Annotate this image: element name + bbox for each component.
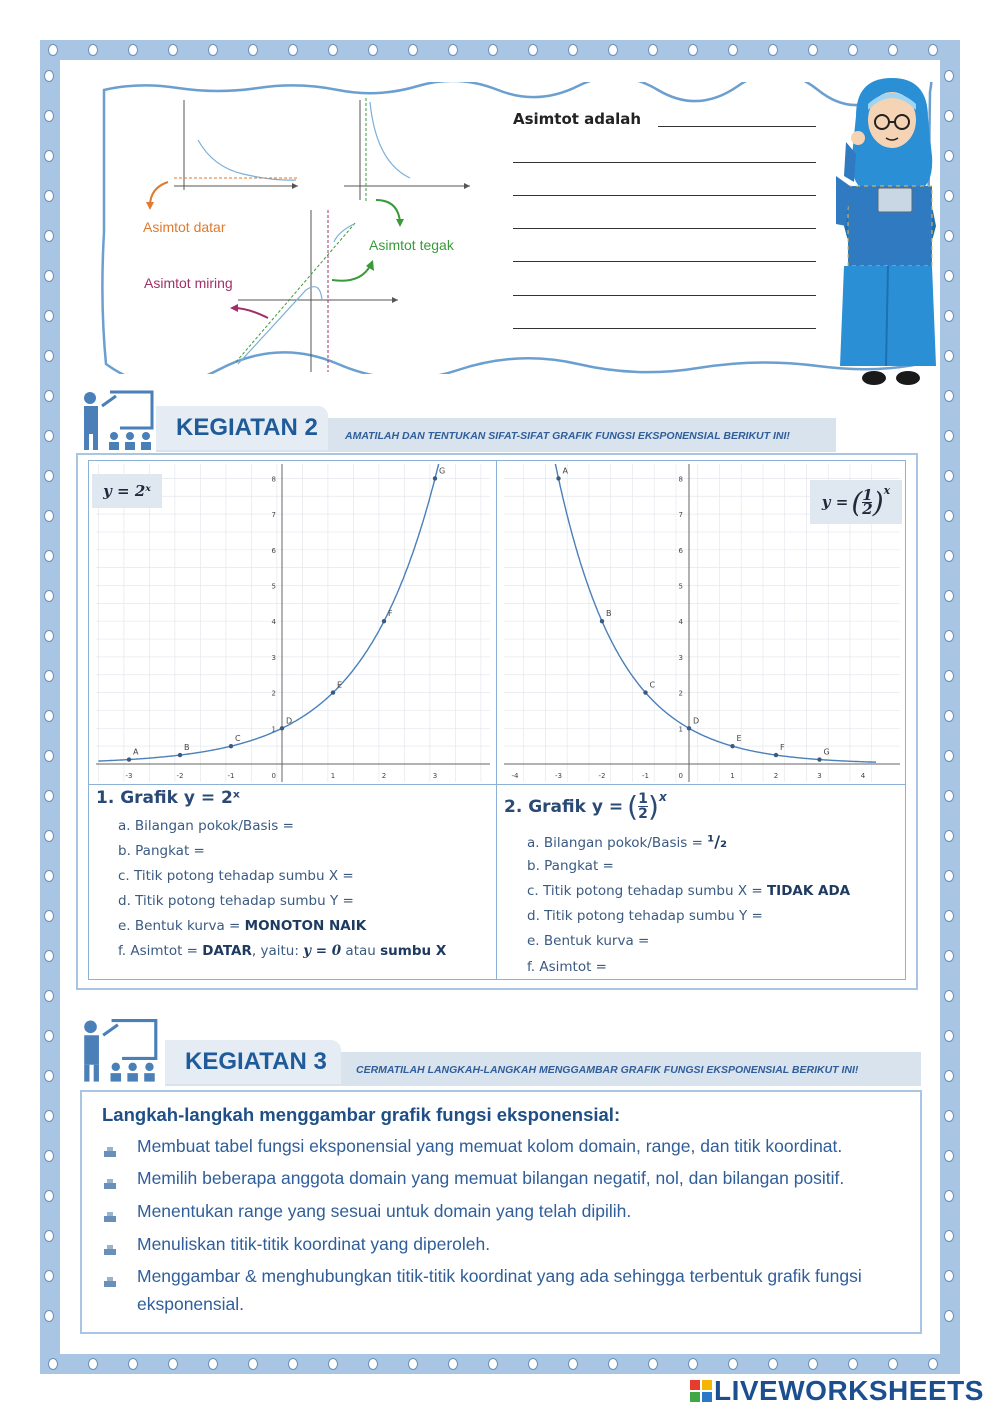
x-tick-label: -2 [598,772,606,780]
list1-item-f-eq: y = 0 [303,943,342,959]
kegiatan2-subtitle: AMATILAH DAN TENTUKAN SIFAT-SIFAT GRAFIK FUNGSI EKSPONENSIAL BERIKUT INI! [345,430,790,442]
curve-point [730,744,734,748]
page-frame-top [40,40,960,60]
list2-title [504,790,667,823]
y-tick-label: 8 [271,475,276,484]
graph2-eq-lhs: y = [821,493,849,511]
frame-dot [44,990,54,1002]
frame-dot [944,630,954,642]
frame-dot [44,470,54,482]
point-label: E [736,734,742,744]
frame-dot [328,44,338,56]
list1-item-f-label: f. Asimtot = [118,943,203,959]
frame-dot [168,1358,178,1370]
point-label: B [606,609,612,619]
frame-dot [44,150,54,162]
step-bullet-shape [104,1179,116,1189]
frame-dot [808,1358,818,1370]
list2-item-c-value: TIDAK ADA [766,883,851,899]
liveworksheets-logo-icon [690,1380,712,1402]
frame-dot [44,1310,54,1322]
frame-dot [944,950,954,962]
frame-dot [728,1358,738,1370]
frame-dot [248,44,258,56]
answer-line-7[interactable] [513,328,816,329]
point-label: C [649,680,656,690]
label-asimtot-tegak: Asimtot tegak [369,237,454,253]
x-tick-label: -1 [227,772,235,780]
frame-dot [944,750,954,762]
curve-point [382,619,386,623]
frame-dot [944,390,954,402]
asimtot-prompt: Asimtot adalah [513,110,642,128]
list2-title-num: 1 [638,791,648,807]
x-tick-label: 3 [432,772,438,780]
x-tick-label: 4 [860,772,866,780]
frame-dot [488,44,498,56]
y-tick-label: 7 [678,511,683,520]
frame-dot [944,230,954,242]
frame-dot [608,1358,618,1370]
curve-point [600,619,604,623]
curve-point [774,753,778,757]
list2-item-c [527,883,850,899]
list1-item-f-mid: , yaitu: [251,943,304,959]
frame-dot [408,1358,418,1370]
frame-dot [208,44,218,56]
frame-dot [448,44,458,56]
step-item: Membuat tabel fungsi eksponensial yang memuat kolom domain, range, dan titik koordinat. [137,1136,843,1156]
frame-dot [44,1230,54,1242]
frame-dot [168,44,178,56]
kegiatan3-heading: Langkah-langkah menggambar grafik fungsi eksponensial: [102,1104,621,1125]
frame-dot [44,630,54,642]
point-label: F [388,609,393,619]
frame-dot [944,150,954,162]
frame-dot [944,1230,954,1242]
curve-point [178,753,182,757]
frame-dot [848,44,858,56]
y-tick-label: 2 [271,689,276,698]
point-label: B [184,743,190,753]
answer-line-3[interactable] [513,195,816,196]
frame-dot [928,44,938,56]
frame-dot [944,70,954,82]
step-bullet-shape [104,1147,116,1157]
frame-dot [44,510,54,522]
frame-dot [688,44,698,56]
origin-label: 0 [271,772,276,780]
y-tick-label: 1 [271,725,276,734]
point-label: G [823,747,830,757]
x-tick-label: 2 [381,772,387,780]
step-bullet-shape [104,1277,116,1287]
frame-dot [44,550,54,562]
origin-label: 0 [678,772,683,780]
curve-point [643,690,647,694]
frame-dot [44,70,54,82]
x-tick-label: -2 [176,772,184,780]
frame-dot [928,1358,938,1370]
point-label: C [235,734,241,744]
frame-dot [944,1070,954,1082]
frame-dot [944,350,954,362]
answer-line-4[interactable] [513,228,816,229]
curve-point [127,757,131,761]
y-tick-label: 4 [271,618,276,627]
frame-dot [44,1070,54,1082]
classroom-teacher-icon-2 [80,1010,160,1090]
frame-dot [408,44,418,56]
frame-dot [328,1358,338,1370]
frame-dot [888,44,898,56]
graph2-eq-exp: x [883,484,891,497]
frame-dot [608,44,618,56]
frame-dot [944,670,954,682]
function-curve [98,464,447,761]
frame-dot [944,1270,954,1282]
frame-dot [768,1358,778,1370]
list2-item-a-value: ¹/₂ [707,832,728,851]
frame-dot [48,44,58,56]
frame-dot [848,1358,858,1370]
list1-item-b: b. Pangkat = [118,843,205,859]
answer-line-2[interactable] [513,162,816,163]
label-asimtot-datar: Asimtot datar [143,219,226,235]
graph1-equation-label: y = 2ˣ [92,474,162,508]
frame-dot [808,44,818,56]
step-item: Menentukan range yang sesuai untuk domain yang telah dipilih. [137,1201,632,1221]
frame-dot [944,110,954,122]
list2-item-e: e. Bentuk kurva = [527,933,650,949]
x-tick-label: 2 [773,772,779,780]
y-tick-label: 1 [678,725,683,734]
frame-dot [944,990,954,1002]
label-asimtot-miring: Asimtot miring [144,275,233,291]
frame-dot [528,44,538,56]
frame-dot [288,1358,298,1370]
list1-item-e-value: MONOTON NAIK [244,918,367,934]
graph2-equation-label [810,480,902,524]
step-bullet-icon [104,1174,116,1184]
point-label: D [286,716,293,726]
y-tick-label: 4 [678,618,683,627]
frame-dot [44,110,54,122]
frame-dot [888,1358,898,1370]
step-item: Menggambar & menghubungkan titik-titik koordinat yang ada sehingga terbentuk grafik fungsi eksponensial. [137,1266,862,1314]
liveworksheets-logo [690,1376,984,1406]
frame-dot [44,1030,54,1042]
curve-point [687,726,691,730]
liveworksheets-brand: LIVEWORKSHEETS [714,1375,984,1406]
list1-item-a: a. Bilangan pokok/Basis = [118,818,294,834]
x-tick-label: -3 [125,772,133,780]
list2-title-lparen: ( [627,790,639,823]
frame-dot [44,1270,54,1282]
list2-item-c-label: c. Titik potong tehadap sumbu X = [527,883,767,899]
frame-dot [944,510,954,522]
graph2-eq-lparen: ( [851,485,863,519]
frame-dot [368,1358,378,1370]
frame-dot [44,310,54,322]
step-bullet-shape [104,1245,116,1255]
graph2-eq-den: 2 [862,499,873,518]
frame-dot [944,190,954,202]
list1-item-e [118,918,366,934]
frame-dot [944,1190,954,1202]
frame-dot [488,1358,498,1370]
list2-title-text: 2. Grafik y = [504,796,624,817]
frame-dot [648,44,658,56]
kegiatan2-title: KEGIATAN 2 [176,414,318,441]
y-tick-label: 3 [271,653,276,662]
frame-dot [208,1358,218,1370]
frame-dot [944,830,954,842]
step-bullet-shape [104,1212,116,1222]
curve-point [229,744,233,748]
frame-dot [648,1358,658,1370]
frame-dot [44,870,54,882]
kegiatan2-divider-vertical [496,460,497,980]
frame-dot [944,270,954,282]
list1-item-f [118,943,446,959]
list1-item-e-label: e. Bentuk kurva = [118,918,245,934]
curve-point [280,726,284,730]
list2-item-a-label: a. Bilangan pokok/Basis = [527,835,708,851]
frame-dot [944,1150,954,1162]
frame-dot [768,44,778,56]
frame-dot [944,1110,954,1122]
x-tick-label: -3 [555,772,562,780]
frame-dot [528,1358,538,1370]
frame-dot [44,830,54,842]
frame-dot [248,1358,258,1370]
list1-item-c: c. Titik potong tehadap sumbu X = [118,868,354,884]
step-bullet-icon [104,1240,116,1250]
list2-item-d: d. Titik potong tehadap sumbu Y = [527,908,763,924]
point-label: E [337,680,343,690]
frame-dot [44,590,54,602]
point-label: G [439,466,446,476]
list2-title-exp: x [658,790,667,804]
frame-dot [944,1310,954,1322]
answer-line-5[interactable] [513,261,816,262]
y-tick-label: 3 [678,653,683,662]
point-label: A [562,466,568,476]
curve-point [331,690,335,694]
frame-dot [44,270,54,282]
frame-dot [44,670,54,682]
list1-item-f-value1: DATAR [202,943,252,959]
frame-dot [288,44,298,56]
curve-point [433,476,437,480]
frame-dot [368,44,378,56]
y-tick-label: 6 [678,546,683,555]
frame-dot [944,430,954,442]
list2-title-fraction [638,792,648,821]
frame-dot [44,390,54,402]
list2-item-f: f. Asimtot = [527,959,607,975]
frame-dot [44,950,54,962]
point-label: F [780,743,785,753]
frame-dot [44,1110,54,1122]
point-label: A [133,747,139,757]
graph2-eq-fraction [862,485,873,518]
kegiatan3-title: KEGIATAN 3 [185,1048,327,1075]
page-frame-bottom [40,1354,960,1374]
frame-dot [44,430,54,442]
frame-dot [44,190,54,202]
y-tick-label: 7 [271,511,276,520]
graph2-eq-rparen: ) [872,485,884,519]
frame-dot [944,550,954,562]
frame-dot [44,910,54,922]
x-tick-label: 3 [817,772,822,780]
frame-dot [44,790,54,802]
frame-dot [944,1030,954,1042]
frame-dot [944,790,954,802]
kegiatan3-subtitle: CERMATILAH LANGKAH-LANGKAH MENGGAMBAR GRAFIK FUNGSI EKSPONENSIAL BERIKUT INI! [356,1064,859,1076]
frame-dot [568,1358,578,1370]
frame-dot [44,230,54,242]
frame-dot [44,350,54,362]
x-tick-label: 1 [730,772,735,780]
graph-2-power-x [96,464,490,782]
list2-item-b: b. Pangkat = [527,858,614,874]
frame-dot [128,44,138,56]
frame-dot [944,870,954,882]
graph2-eq-num: 1 [862,485,873,504]
x-tick-label: -4 [511,772,519,780]
x-tick-label: 1 [330,772,336,780]
y-tick-label: 5 [678,582,683,591]
kegiatan2-divider-horizontal [88,784,906,785]
curve-point [556,476,560,480]
classroom-teacher-icon [80,388,156,452]
y-tick-label: 8 [678,475,683,484]
step-item: Menuliskan titik-titik koordinat yang diperoleh. [137,1234,491,1254]
y-tick-label: 5 [271,582,276,591]
list1-title: 1. Grafik y = 2ˣ [96,788,240,808]
list2-title-rparen: ) [648,790,659,823]
step-bullet-icon [104,1272,116,1282]
frame-dot [688,1358,698,1370]
frame-dot [448,1358,458,1370]
point-label: D [693,716,700,726]
frame-dot [944,710,954,722]
step-bullet-icon [104,1142,116,1152]
frame-dot [48,1358,58,1370]
x-tick-label: -1 [642,772,649,780]
frame-dot [128,1358,138,1370]
frame-dot [88,44,98,56]
teacher-character-illustration [836,76,942,392]
frame-dot [944,910,954,922]
frame-dot [568,44,578,56]
list2-title-den: 2 [638,806,648,822]
list1-item-d: d. Titik potong tehadap sumbu Y = [118,893,354,909]
y-tick-label: 6 [271,546,276,555]
frame-dot [44,1150,54,1162]
y-tick-label: 2 [678,689,683,698]
frame-dot [944,310,954,322]
step-item: Memilih beberapa anggota domain yang memuat bilangan negatif, nol, dan bilangan positif. [137,1168,845,1188]
frame-dot [44,750,54,762]
frame-dot [44,710,54,722]
list1-item-f-value2: sumbu X [380,943,447,959]
curve-point [817,757,821,761]
answer-line-1[interactable] [658,126,816,127]
frame-dot [88,1358,98,1370]
frame-dot [944,470,954,482]
frame-dot [44,1190,54,1202]
list1-item-f-or: atau [341,943,381,959]
list2-item-a [527,832,727,851]
frame-dot [944,590,954,602]
frame-dot [728,44,738,56]
answer-line-6[interactable] [513,295,816,296]
step-bullet-icon [104,1207,116,1217]
